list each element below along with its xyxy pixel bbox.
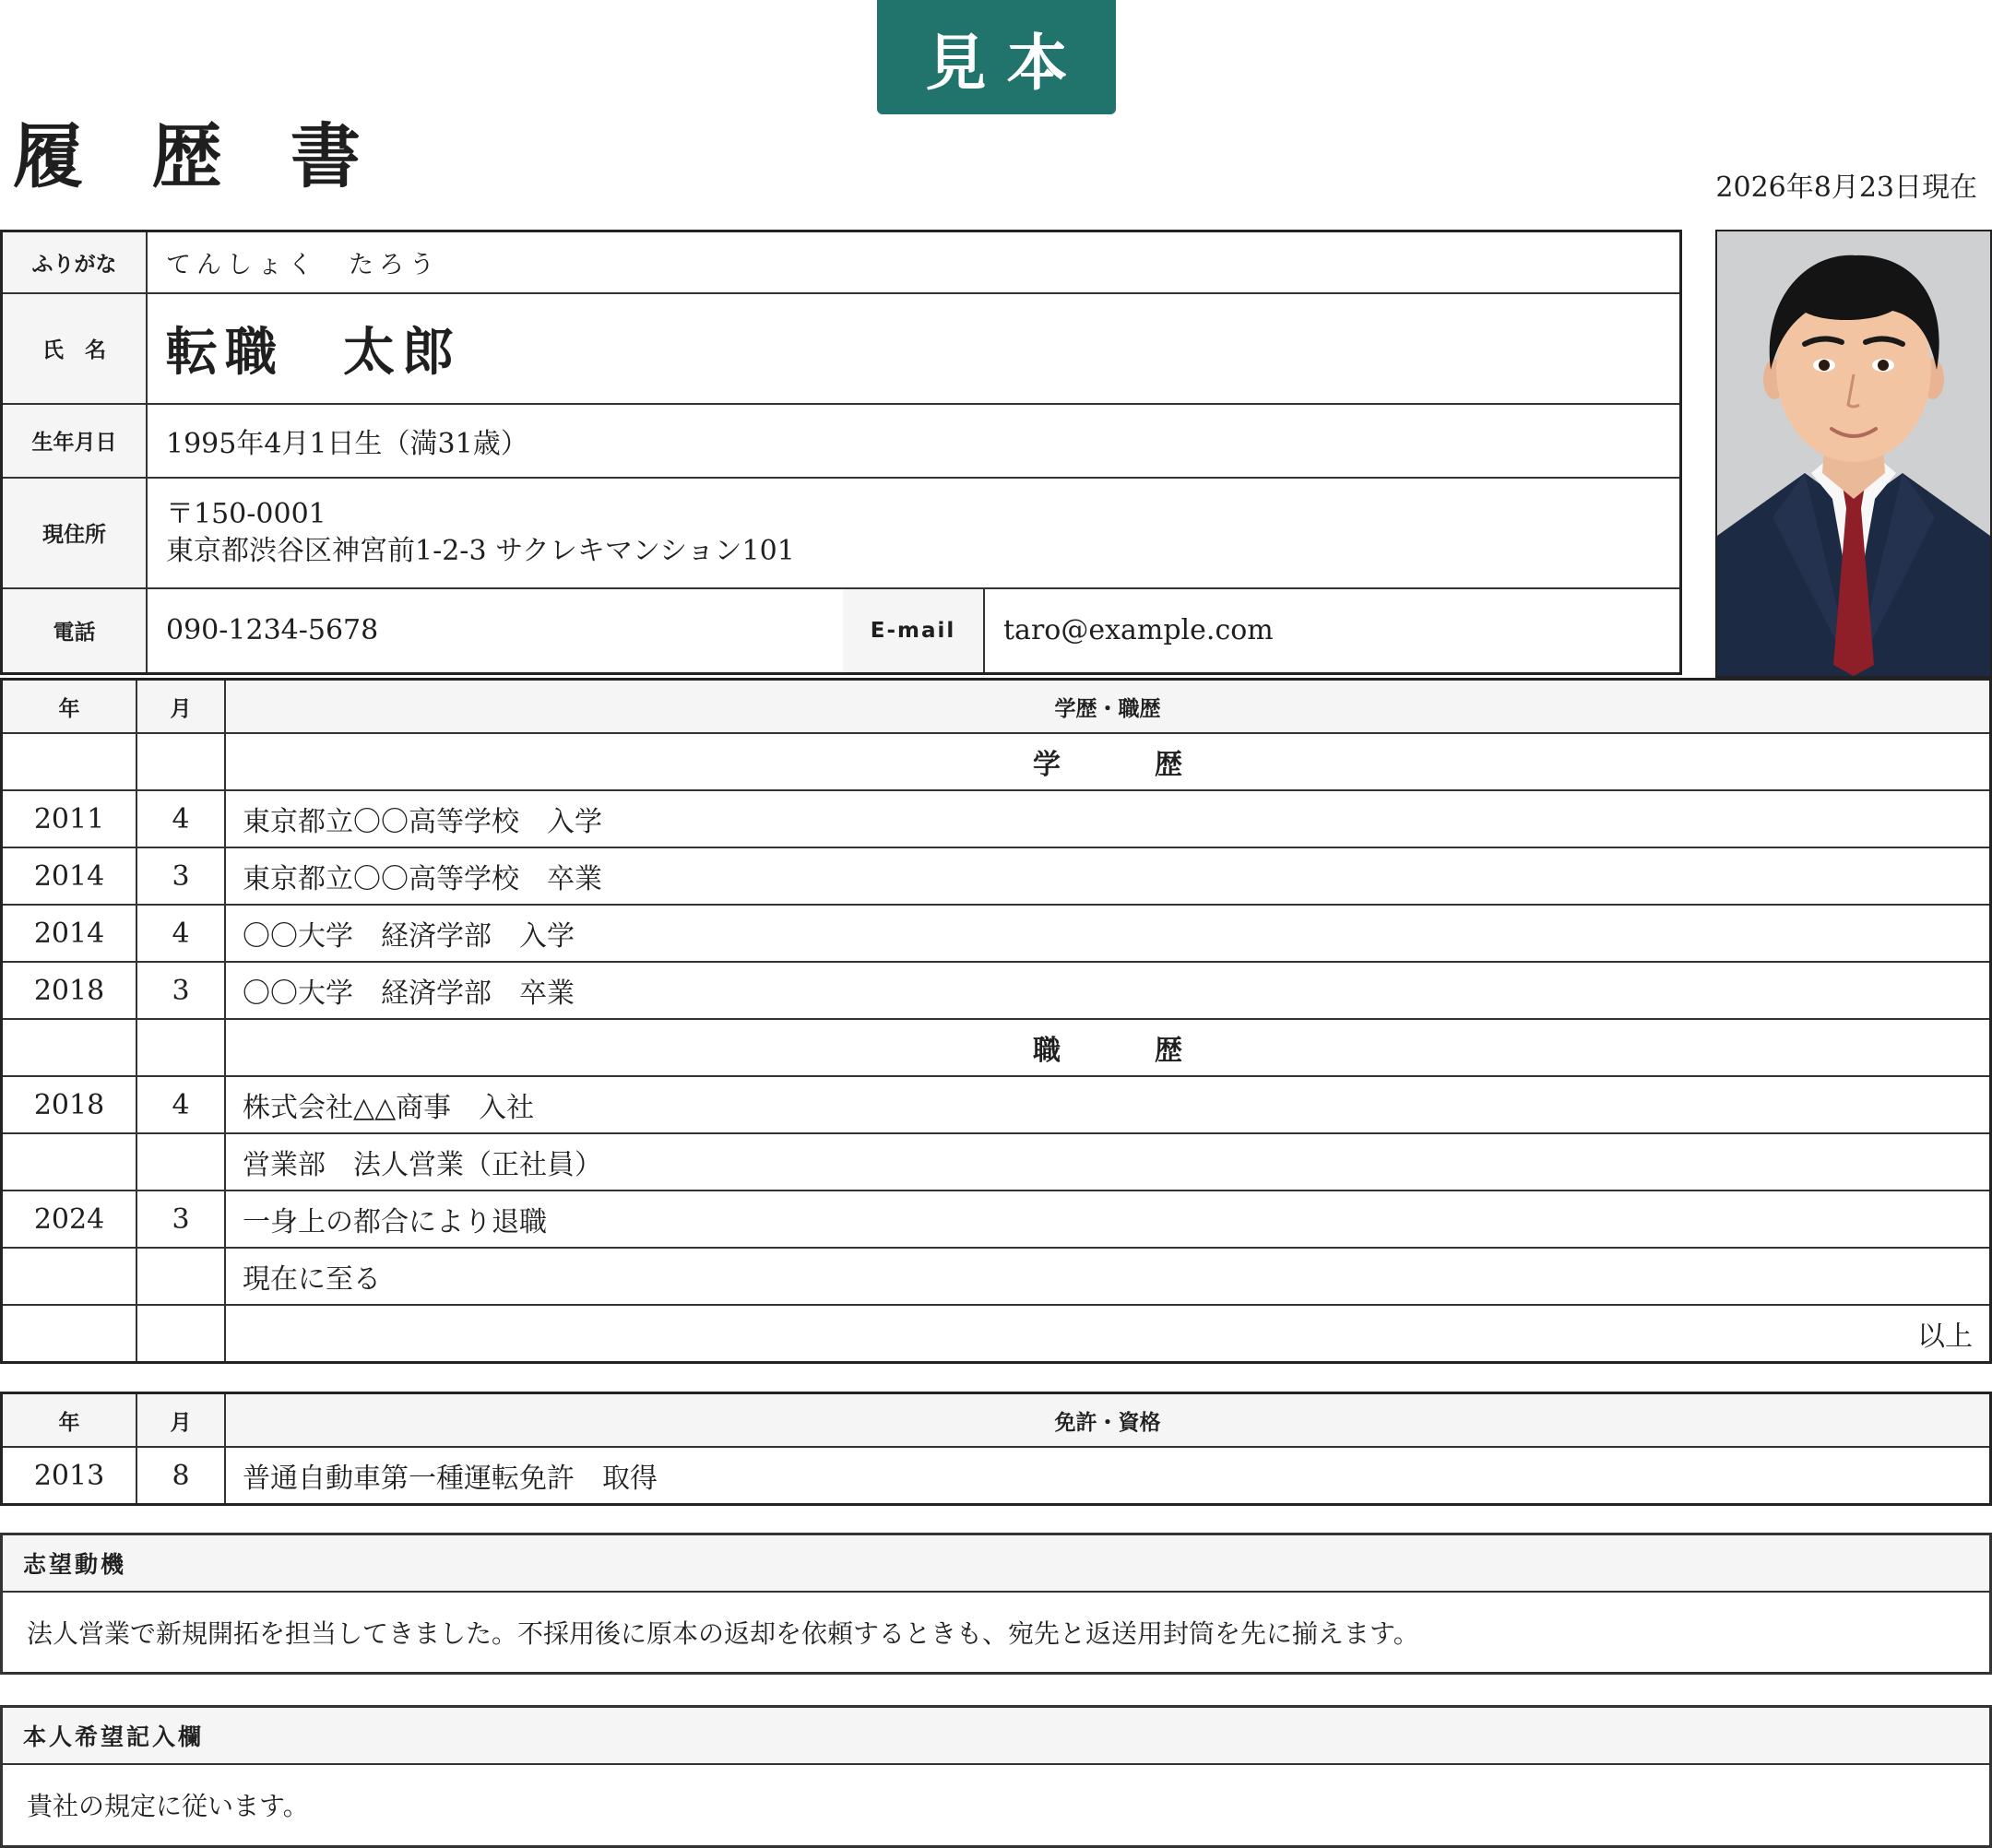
address-line: 東京都渋谷区神宮前1-2-3 サクレキマンション101 [166,534,795,567]
phone-value: 090-1234-5678 [147,588,843,674]
request-label: 本人希望記入欄 [3,1708,1989,1765]
table-row: 2011 4 東京都立〇〇高等学校 入学 [2,790,1991,847]
furigana-value: てんしょく たろう [147,231,1681,293]
license-content-header: 免許・資格 [225,1393,1991,1448]
email-label: E-mail [843,588,984,674]
phone-label: 電話 [2,588,148,674]
motivation-box [0,1533,1992,1675]
address-label: 現住所 [2,478,148,588]
email-value: taro@example.com [984,588,1681,674]
license-month-header: 月 [136,1393,225,1448]
address-value [147,478,1681,588]
table-row: 2018 4 株式会社△△商事 入社 [2,1076,1991,1133]
request-text: 貴社の規定に従います。 [27,1791,309,1821]
table-row: 2014 3 東京都立〇〇高等学校 卒業 [2,847,1991,905]
as-of-date: 2026年8月23日現在 [1715,172,1977,204]
education-heading: 学 歴 [225,733,1991,790]
applicant-photo [1715,230,1992,678]
history-month-header: 月 [136,680,225,734]
person-portrait-icon [1717,231,1990,676]
history-year-header: 年 [2,680,137,734]
personal-info-table [0,230,1682,675]
table-row: 2014 4 〇〇大学 経済学部 入学 [2,905,1991,962]
history-end-mark: 以上 [225,1305,1991,1363]
license-year-header: 年 [2,1393,137,1448]
furigana-label: ふりがな [2,231,148,293]
history-table [0,678,1992,1364]
name-label: 氏 名 [2,293,148,404]
table-row: 営業部 法人営業（正社員） [2,1133,1991,1191]
table-row: 現在に至る [2,1248,1991,1305]
motivation-text: 法人営業で新規開拓を担当してきました。不採用後に原本の返却を依頼するときも、宛先と返送用封筒を先に揃えます。 [27,1618,1419,1649]
licenses-table [0,1392,1992,1506]
table-row: 2018 3 〇〇大学 経済学部 卒業 [2,962,1991,1019]
name-value: 転職 太郎 [147,293,1681,404]
history-content-header: 学歴・職歴 [225,680,1991,734]
birth-label: 生年月日 [2,404,148,478]
work-heading: 職 歴 [225,1019,1991,1076]
table-row: 2013 8 普通自動車第一種運転免許 取得 [2,1447,1991,1505]
birth-value: 1995年4月1日生（満31歳） [147,404,1681,478]
postal-code: 〒150-0001 [166,497,326,530]
sample-badge: 見本 [877,0,1116,114]
motivation-label: 志望動機 [3,1535,1989,1593]
table-row: 2024 3 一身上の都合により退職 [2,1191,1991,1248]
request-box [0,1705,1992,1848]
document-title: 履 歴 書 [13,115,383,197]
